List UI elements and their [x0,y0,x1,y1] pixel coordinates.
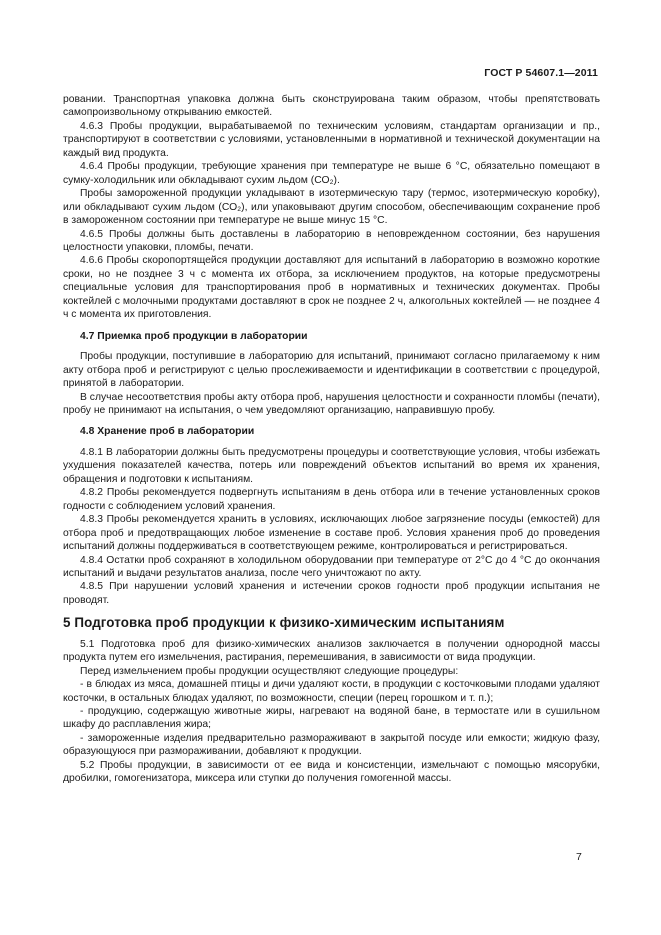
paragraph-5-1: 5.1 Подготовка проб для физико-химических анализов заключается в получении однородной массы продукта путем его измельчения, растирания, перемешивания, в зависимости от вида продукции. [63,638,600,664]
page-number: 7 [576,851,582,863]
paragraph-4-6-5: 4.6.5 Пробы должны быть доставлены в лабораторию в неповрежденном состоянии, без нарушения целостности упаковки, пломбы, печати. [63,228,600,253]
document-body [63,93,600,786]
section-heading-4-7: 4.7 Приемка проб продукции в лаборатории [80,330,308,342]
list-item: - замороженные изделия предварительно размораживают в закрытой посуде или емкости; жидкую фазу, образующуюся при размораживании, добавляют к продукции. [63,732,600,758]
paragraph-4-6-6: 4.6.6 Пробы скоропортящейся продукции доставляют для испытаний в лабораторию в возможно короткие сроки, но не позднее 3 ч с момента их отбора, за исключением продуктов, на которые предусмотрены специальные условия для транспортирования проб в нормативных и технических документах. Пробы коктейлей с молочными продуктами доставляют в срок не позднее 2 ч, алкогольных коктейлей — не позднее 4 ч с момента их приготовления. [63,255,600,321]
paragraph-4-8-1: 4.8.1 В лаборатории должны быть предусмотрены процедуры и соответствующие условия, чтобы избежать ухудшения показателей качества, потерь или повреждений объектов испытаний во время их хранения, обращения и подготовки к испытаниям. [63,446,600,485]
paragraph-4-6-4: 4.6.4 Пробы продукции, требующие хранения при температуре не выше 6 °С, обязательно помещают в сумку-холодильник или обкладывают сухим льдом (СО₂). [63,161,600,186]
section-heading-5: 5 Подготовка проб продукции к физико-химическим испытаниям [63,615,505,631]
paragraph-4-8-2: 4.8.2 Пробы рекомендуется подвергнуть испытаниям в день отбора или в течение установленных сроков годности с соблюдением условий хранения. [63,487,600,512]
list-item: - в блюдах из мяса, домашней птицы и дичи удаляют кости, в продукции с косточковыми плодами удаляют косточки, в остальных блюдах удаляют, по возможности, специи (перец горошком и т. п.); [63,679,600,704]
paragraph: Пробы замороженной продукции укладывают в изотермическую тару (термос, изотермическую коробку), или обкладывают сухим льдом (СО₂), или упаковывают другим способом, обеспечивающим сохранение проб в замороженном состоянии при температуре не выше минус 15 °С. [63,188,600,227]
paragraph-4-8-3: 4.8.3 Пробы рекомендуется хранить в условиях, исключающих любое загрязнение посуды (емкостей) для отбора проб и предотвращающих любое изменение в составе проб. Условия хранения проб до проведения испытаний должны поддерживаться в соответствующем режиме, контролироваться и регистрироваться. [63,514,600,553]
paragraph: Пробы продукции, поступившие в лабораторию для испытаний, принимают согласно прилагаемому к ним акту отбора проб и регистрируют с целью прослеживаемости и идентификации в соответствии с процедурой, принятой в лаборатории. [63,351,600,390]
section-heading-4-8: 4.8 Хранение проб в лаборатории [80,426,255,438]
paragraph: Перед измельчением пробы продукции осуществляют следующие процедуры: [80,665,459,677]
list-item: - продукцию, содержащую животные жиры, нагревают на водяной бане, в термостате или в сушильном шкафу до расплавления жира; [63,706,600,731]
paragraph: ровании. Транспортная упаковка должна быть сконструирована таким образом, чтобы препятствовать самопроизвольному открыванию емкостей. [63,94,600,119]
paragraph-5-2: 5.2 Пробы продукции, в зависимости от ее вида и консистенции, измельчают с помощью мясорубки, дробилки, гомогенизатора, миксера или ступки до получения гомогенной массы. [63,759,600,785]
document-header: ГОСТ Р 54607.1—2011 [484,67,598,79]
paragraph-4-6-3: 4.6.3 Пробы продукции, вырабатываемой по техническим условиям, стандартам организации и пр., транспортируют в соответствии с условиями, установленными в нормативной и технической документации на каждый вид продукта. [63,120,600,159]
paragraph-4-8-4: 4.8.4 Остатки проб сохраняют в холодильном оборудовании при температуре от 2°С до 4 °С до окончания испытаний и выдачи результатов анализа, после чего уничтожают по акту. [63,554,600,579]
paragraph-4-8-5: 4.8.5 При нарушении условий хранения и истечении сроков годности проб продукции испытания не проводят. [63,581,600,606]
paragraph: В случае несоответствия пробы акту отбора проб, нарушения целостности и сохранности пломбы (печати), пробу не принимают на испытания, о чем уведомляют организацию, направившую пробу. [63,391,600,416]
